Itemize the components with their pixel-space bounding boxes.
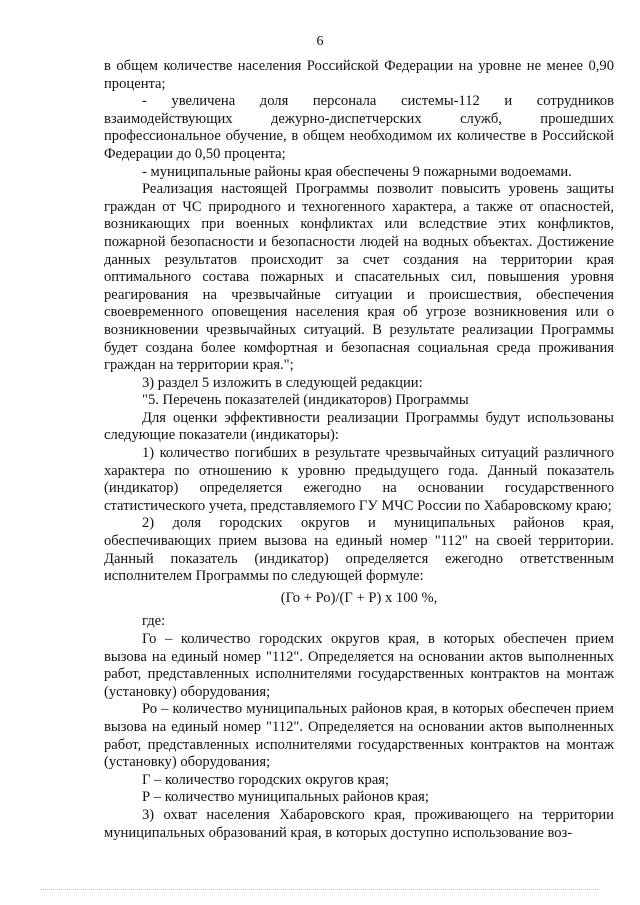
paragraph-indicators-intro: Для оценки эффективности реализации Программы будут использованы следующие показатели (индикаторы): <box>104 409 614 444</box>
paragraph-indicator-3: 3) охват населения Хабаровского края, проживающего на территории муниципальных образований края, в которых доступно использование воз- <box>104 806 614 841</box>
paragraph-indicator-1: 1) количество погибших в результате чрезвычайных ситуаций различного характера по отношению к уровню предыдущего года. Данный показатель (индикатор) определяется ежегодно на основании государственного статистического учета, представляемого ГУ МЧС России по Хабаровскому краю; <box>104 445 614 514</box>
definition-g: Г – количество городских округов края; <box>142 771 390 788</box>
paragraph-continuation: в общем количестве населения Российской Федерации на уровне не менее 0,90 процента; <box>104 58 614 92</box>
page-number: 6 <box>316 34 324 49</box>
scan-artifact-line <box>40 889 600 891</box>
formula: (Го + Ро)/(Г + Р) х 100 %, <box>280 589 438 606</box>
paragraph-program-results: Реализация настоящей Программы позволит повысить уровень защиты граждан от ЧС природного и техногенного характера, а также от опасностей, возникающих при военных конфликтах или вследствие этих конфликтов, пожарной безопасности и безопасности людей на водных объектах. Достижение данных результатов происходит за счет создания на территории края оптимального состава пожарных и спасательных сил, повышения уровня реагирования на чрезвычайные ситуации и происшествия, обеспечения своевременного оповещения населения края об угрозе возникновения или о возникновении чрезвычайных ситуаций. В результате реализации Программы будет создана более комфортная и безопасная социальная среда проживания граждан на территории края."; <box>104 181 614 374</box>
where-label: где: <box>142 613 166 630</box>
paragraph-indicator-2: 2) доля городских округов и муниципальных районов края, обеспечивающих прием вызова на единый номер "112" на своей территории. Данный показатель (индикатор) определяется ежегодно ответственным исполнителем Программы по следующей формуле: <box>104 515 614 585</box>
definition-go: Го – количество городских округов края, в которых обеспечен прием вызова на единый номер "112". Определяется на основании актов выполненных работ, представленных исполнителями государственных контрактов на монтаж (установку) оборудования; <box>104 631 614 700</box>
document-body <box>104 58 614 842</box>
paragraph-water-reservoirs: - муниципальные районы края обеспечены 9 пожарными водоемами. <box>142 163 572 180</box>
definition-ro: Ро – количество муниципальных районов края, в которых обеспечен прием вызова на единый номер "112". Определяется на основании актов выполненных работ, представленных исполнителями государственных контрактов на монтаж (установку) оборудования; <box>104 701 614 771</box>
definition-r: Р – количество муниципальных районов края; <box>142 789 429 806</box>
paragraph-112-staff: - увеличена доля персонала системы-112 и сотрудников взаимодействующих дежурно-диспетчерских служб, прошедших профессиональное обучение, в общем необходимом их количестве в Российской Федерации до 0,50 процента; <box>104 93 614 162</box>
paragraph-section-5-instruction: 3) раздел 5 изложить в следующей редакции: <box>142 374 423 391</box>
section-heading: "5. Перечень показателей (индикаторов) Программы <box>142 392 469 409</box>
